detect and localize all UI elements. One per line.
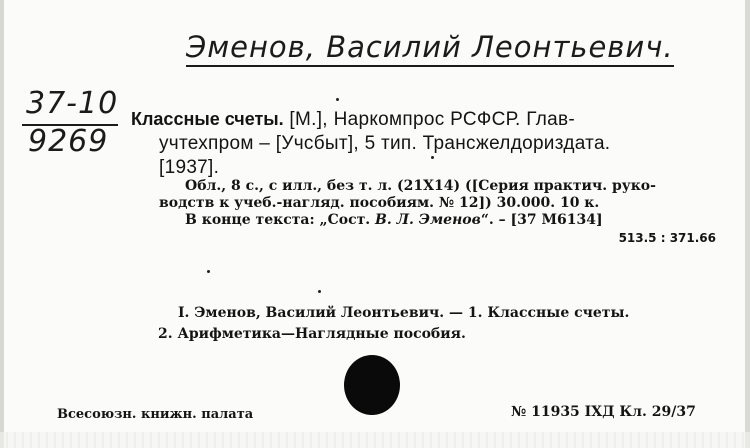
card-left-edge	[0, 0, 4, 448]
compiler-name: В. Л. Эменов	[375, 212, 481, 228]
handwritten-author: Эменов, Василий Леонтьевич.	[186, 30, 674, 67]
card-right-edge	[745, 0, 750, 448]
ink-speck	[207, 270, 210, 273]
classification-code: 513.5 : 371.66	[618, 231, 716, 245]
footer-institution: Всесоюзн. книжн. палата	[57, 407, 254, 422]
book-title: Классные счеты.	[131, 109, 284, 129]
description-line-3	[159, 212, 717, 229]
tracing-line-2: 2. Арифметика—Наглядные пособия.	[158, 326, 466, 342]
bibliographic-entry	[131, 107, 727, 180]
ink-speck	[336, 98, 339, 101]
punch-hole	[344, 355, 400, 415]
publication-place: [М.],	[289, 109, 328, 130]
description-line-2: водств к учеб.-нагляд. пособиям. № 12]) 30.000. 10 к.	[159, 195, 600, 211]
ink-speck	[431, 156, 434, 159]
publisher-line-2: учтехпром – [Учсбыт], 5 тип. Трансжелдориздата.	[159, 133, 611, 154]
physical-description	[159, 178, 717, 229]
publisher-line-1: Наркомпрос РСФСР. Глав-	[333, 109, 575, 130]
card-bottom-edge	[0, 432, 750, 448]
description-note-prefix: В конце текста: „Сост.	[185, 212, 376, 228]
shelfmark-bottom: 9269	[28, 124, 109, 159]
ink-speck	[318, 290, 321, 293]
publication-year: [1937].	[159, 157, 220, 178]
footer-record-number: № 11935 IXД Кл. 29/37	[511, 404, 696, 420]
description-line-1: Обл., 8 с., с илл., без т. л. (21X14) ([Серия практич. руко-	[185, 178, 656, 194]
shelfmark-top: 37-10	[26, 86, 119, 121]
tracing-line-1: I. Эменов, Василий Леонтьевич. — 1. Классные счеты.	[178, 305, 630, 321]
description-note-suffix: “. – [37 М6134]	[480, 212, 603, 228]
tracings	[158, 303, 720, 345]
